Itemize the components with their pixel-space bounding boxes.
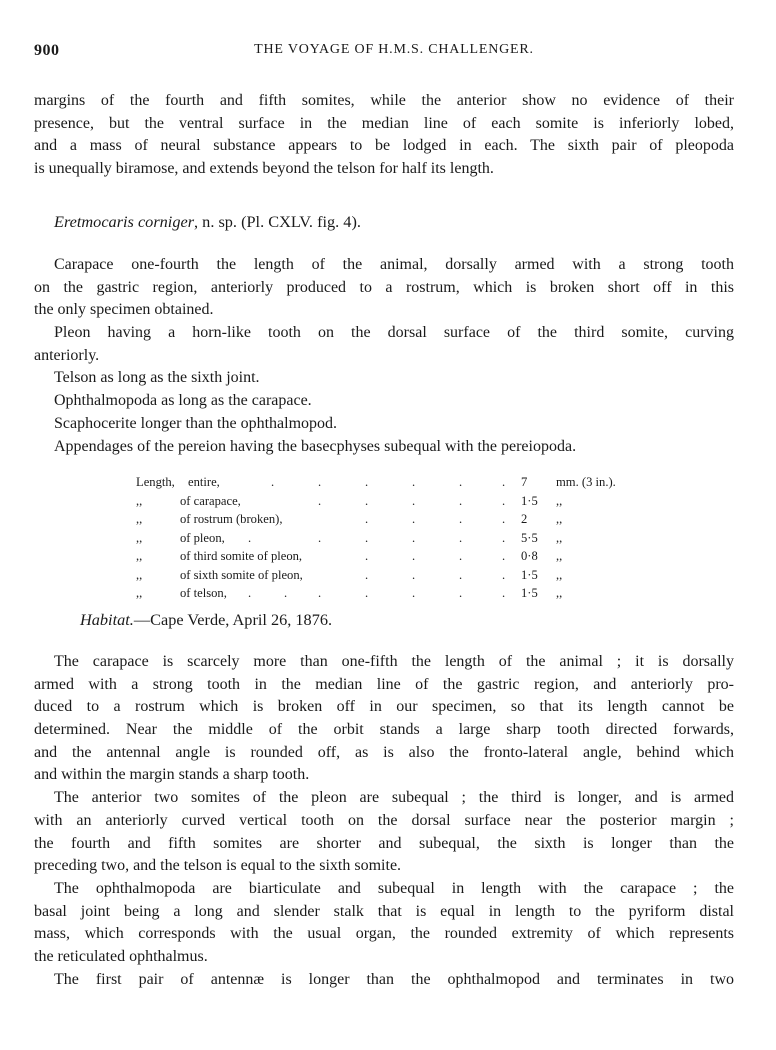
measurement-value: 7 (521, 475, 528, 489)
text-line: on the gastric region, anteriorly produced to a rostrum, which is broken short off in this (34, 278, 734, 296)
description-paragraph (34, 878, 734, 969)
text-line: the fourth and fifth somites are shorter and subequal, the sixth is longer than the (34, 834, 734, 852)
diagnosis-paragraph: Ophthalmopoda as long as the carapace. (54, 392, 312, 410)
measurement-value: 0·8 (521, 549, 538, 563)
ditto-mark: ,, (136, 530, 143, 545)
species-reference: , n. sp. (Pl. CXLV. fig. 4). (194, 212, 361, 231)
text-line: and a mass of neural substance appears to be lodged in each. The sixth pair of pleopoda (34, 137, 734, 155)
measurement-label: of carapace, (180, 493, 241, 508)
measurement-unit: ,, (556, 493, 563, 508)
diagnosis (34, 254, 734, 458)
measurement-value: 1·5 (521, 567, 538, 582)
intro-paragraph (34, 90, 734, 181)
measurement-row (136, 473, 656, 492)
description (34, 651, 734, 991)
measurement-label: of telson, (180, 586, 227, 600)
text-line: the reticulated ophthalmus. (34, 947, 208, 965)
measurement-row (136, 510, 656, 529)
ditto-mark: ,, (136, 512, 143, 526)
measurement-unit: ,, (556, 549, 563, 563)
leader-dots (136, 547, 536, 565)
text-line: the only specimen obtained. (34, 301, 214, 319)
text-line: with an anteriorly curved vertical tooth on the dorsal surface near the posterior margin ; (34, 811, 734, 829)
measurement-label: of pleon, (180, 530, 225, 545)
text-line: mass, which corresponds with the usual organ, the rounded extremity of which represents (34, 925, 734, 943)
measurement-value: 1·5 (521, 493, 538, 508)
diagnosis-paragraph (34, 322, 734, 367)
text-line: and within the margin stands a sharp tooth. (34, 766, 310, 784)
diagnosis-paragraph (34, 254, 734, 322)
diagnosis-paragraph: Appendages of the pereion having the basecphyses subequal with the pereiopoda. (54, 437, 577, 455)
habitat-label: Habitat. (80, 610, 134, 629)
measurement-row (136, 547, 656, 566)
description-paragraph (34, 651, 734, 787)
text-line: is unequally biramose, and extends beyond the telson for half its length. (34, 160, 494, 178)
text-line: The first pair of antennæ is longer than the ophthalmopod and terminates in two (54, 970, 734, 988)
diagnosis-paragraph: Scaphocerite longer than the ophthalmopod. (54, 414, 338, 432)
leader-dots (136, 566, 536, 584)
running-title: THE VOYAGE OF H.M.S. CHALLENGER. (254, 42, 534, 57)
text-line: margins of the fourth and fifth somites, while the anterior show no evidence of their (34, 92, 734, 109)
measurement-label: of rostrum (broken), (180, 512, 283, 526)
ditto-mark: ,, (136, 549, 143, 563)
diagnosis-paragraph: Telson as long as the sixth joint. (54, 369, 260, 387)
measurement-unit: ,, (556, 530, 563, 545)
text-line: Carapace one-fourth the length of the animal, dorsally armed with a strong tooth (54, 256, 734, 273)
measurement-label: entire, (188, 475, 220, 489)
measurement-label: of third somite of pleon, (180, 549, 303, 563)
measurement-prefix: Length, (136, 475, 175, 489)
measurement-unit: ,, (556, 567, 563, 582)
habitat-line (80, 610, 332, 630)
text-line: Pleon having a horn-like tooth on the dorsal surface of the third somite, curving (54, 324, 734, 342)
text-line: duced to a rostrum which is broken off in our specimen, so that its length cannot be (34, 698, 734, 716)
leader-dots (136, 510, 536, 528)
text-line: presence, but the ventral surface in the median line of each somite is inferiorly lobed, (34, 114, 734, 132)
leader-dots (136, 529, 536, 547)
measurement-row (136, 492, 656, 511)
measurement-unit: mm. (3 in.). (556, 475, 616, 489)
species-heading (54, 212, 361, 232)
text-line: determined. Near the middle of the orbit stands a large sharp tooth directed forwards, (34, 721, 734, 739)
measurement-value: 1·5 (521, 586, 538, 600)
measurement-unit: ,, (556, 512, 563, 526)
leader-dots (136, 492, 536, 510)
text-line: preceding two, and the telson is equal to the sixth somite. (34, 857, 402, 875)
habitat-text: —Cape Verde, April 26, 1876. (133, 610, 333, 629)
ditto-mark: ,, (136, 586, 143, 600)
description-paragraph (34, 787, 734, 878)
species-name: Eretmocaris corniger (54, 212, 195, 231)
text-line: anteriorly. (34, 346, 100, 364)
description-paragraph (34, 969, 734, 992)
text-line: and the antennal angle is rounded off, as is also the fronto-lateral angle, behind which (34, 743, 734, 761)
ditto-mark: ,, (136, 567, 143, 582)
measurement-unit: ,, (556, 586, 563, 600)
ditto-mark: ,, (136, 493, 143, 508)
measurement-value: 5·5 (521, 530, 538, 545)
measurement-value: 2 (521, 512, 528, 526)
measurement-label: of sixth somite of pleon, (180, 567, 303, 582)
measurements-table (136, 473, 656, 603)
leader-dots (136, 584, 536, 602)
text-line: basal joint being a long and slender stalk that is equal in length to the pyriform distal (34, 902, 734, 920)
measurement-row (136, 584, 656, 603)
running-head (34, 42, 734, 64)
measurement-row (136, 529, 656, 548)
measurement-row (136, 566, 656, 585)
text-line: The anterior two somites of the pleon are subequal ; the third is longer, and is armed (54, 789, 734, 807)
text-line: The ophthalmopoda are biarticulate and subequal in length with the carapace ; the (54, 879, 734, 897)
page-number: 900 (34, 42, 60, 59)
leader-dots (136, 473, 536, 491)
text-line: The carapace is scarcely more than one-fifth the length of the animal ; it is dorsally (54, 653, 734, 670)
text-line: armed with a strong tooth in the median line of the gastric region, and anteriorly pro- (34, 675, 734, 693)
